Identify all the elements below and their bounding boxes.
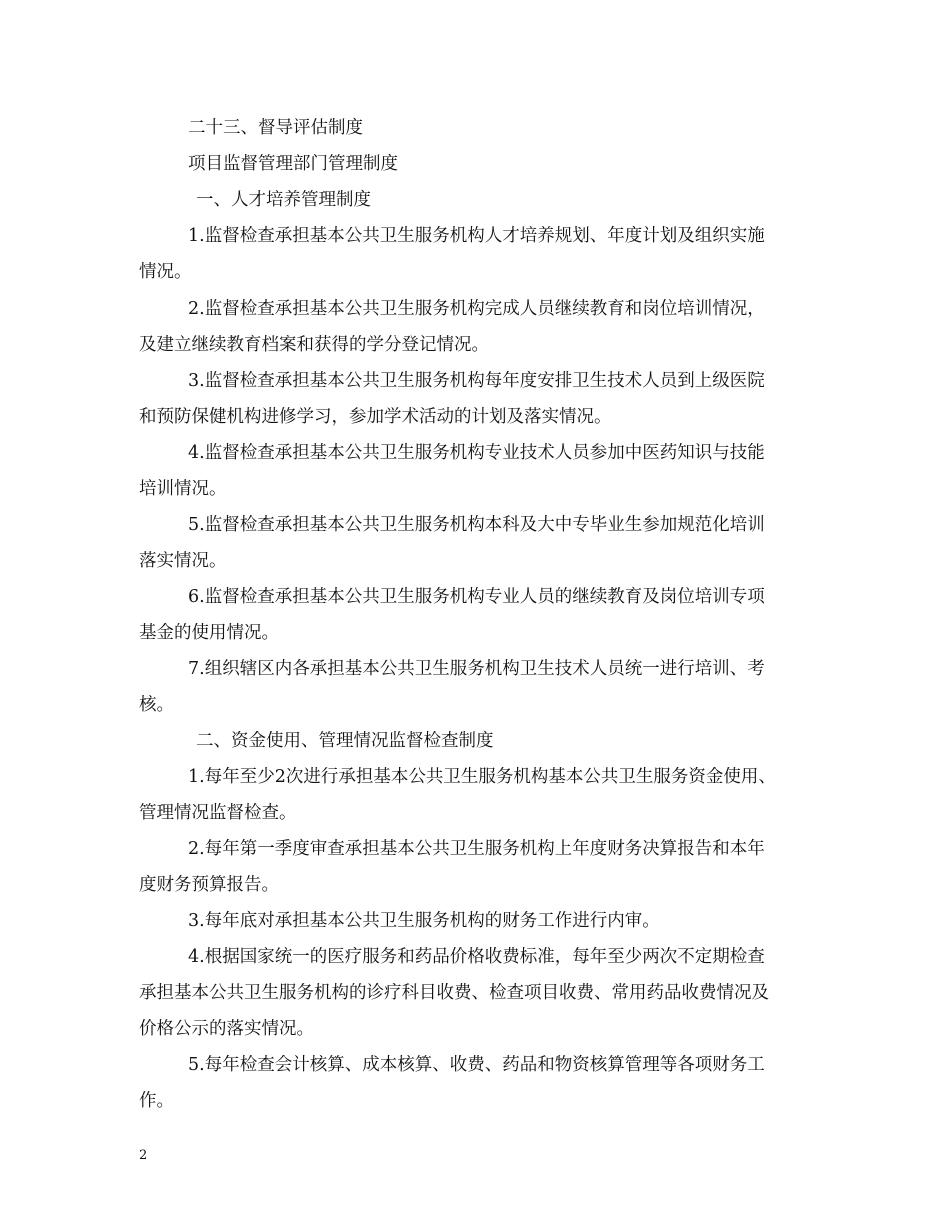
- paragraph-line: 核。: [139, 695, 174, 715]
- paragraph-line: 作。: [139, 1091, 174, 1111]
- paragraph-line: 和预防保健机构进修学习，参加学术活动的计划及落实情况。: [139, 407, 612, 427]
- paragraph-line: 价格公示的落实情况。: [139, 1019, 314, 1039]
- paragraph-line: 培训情况。: [139, 479, 227, 499]
- paragraph-line: 1.每年至少2次进行承担基本公共卫生服务机构基本公共卫生服务资金使用、: [188, 767, 776, 787]
- subsection-heading: 一、人才培养管理制度: [196, 190, 371, 210]
- paragraph-line: 4.监督检查承担基本公共卫生服务机构专业技术人员参加中医药知识与技能: [188, 443, 765, 463]
- paragraph-line: 落实情况。: [139, 551, 227, 571]
- paragraph-line: 情况。: [139, 262, 192, 282]
- page-number: 2: [139, 1148, 148, 1163]
- paragraph-line: 2.监督检查承担基本公共卫生服务机构完成人员继续教育和岗位培训情况，: [188, 299, 765, 319]
- paragraph-line: 承担基本公共卫生服务机构的诊疗科目收费、检查项目收费、常用药品收费情况及: [139, 983, 769, 1003]
- paragraph-line: 3.每年底对承担基本公共卫生服务机构的财务工作进行内审。: [188, 911, 660, 931]
- paragraph-line: 6.监督检查承担基本公共卫生服务机构专业人员的继续教育及岗位培训专项: [188, 587, 765, 607]
- paragraph-line: 4.根据国家统一的医疗服务和药品价格收费标准，每年至少两次不定期检查: [188, 947, 765, 967]
- subsection-heading: 二、资金使用、管理情况监督检查制度: [196, 731, 494, 751]
- paragraph-line: 1.监督检查承担基本公共卫生服务机构人才培养规划、年度计划及组织实施: [188, 226, 765, 246]
- paragraph-line: 基金的使用情况。: [139, 623, 279, 643]
- paragraph-line: 及建立继续教育档案和获得的学分登记情况。: [139, 335, 489, 355]
- paragraph-line: 5.监督检查承担基本公共卫生服务机构本科及大中专毕业生参加规范化培训: [188, 515, 765, 535]
- paragraph-line: 2.每年第一季度审查承担基本公共卫生服务机构上年度财务决算报告和本年: [188, 839, 765, 859]
- paragraph-line: 管理情况监督检查。: [139, 803, 297, 823]
- paragraph-line: 3.监督检查承担基本公共卫生服务机构每年度安排卫生技术人员到上级医院: [188, 371, 765, 391]
- paragraph-line: 度财务预算报告。: [139, 875, 279, 895]
- section-heading: 二十三、督导评估制度: [188, 118, 363, 138]
- subheading: 项目监督管理部门管理制度: [188, 154, 398, 174]
- paragraph-line: 5.每年检查会计核算、成本核算、收费、药品和物资核算管理等各项财务工: [188, 1055, 765, 1075]
- paragraph-line: 7.组织辖区内各承担基本公共卫生服务机构卫生技术人员统一进行培训、考: [188, 659, 765, 679]
